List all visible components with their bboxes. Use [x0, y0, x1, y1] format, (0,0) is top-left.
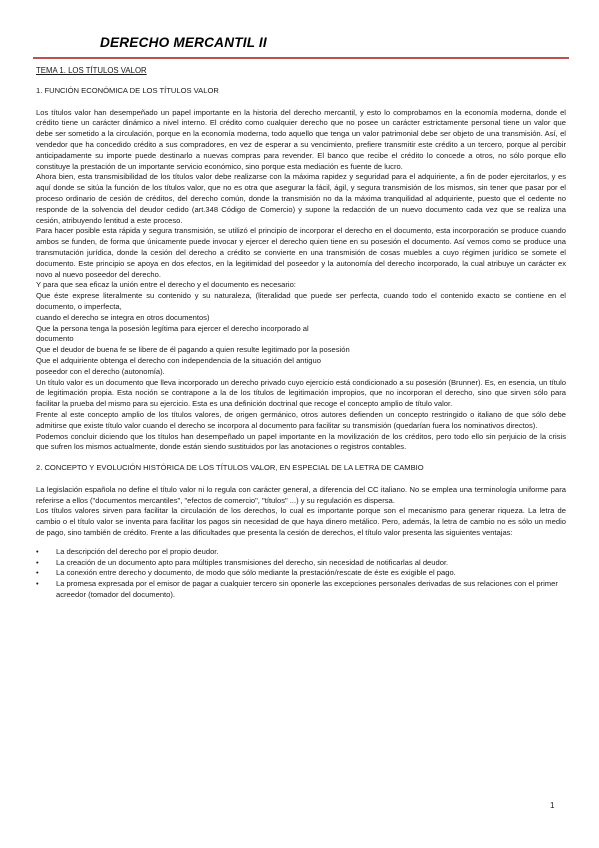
header-title: DERECHO MERCANTIL II — [100, 35, 267, 50]
bullet-icon: • — [36, 546, 39, 556]
section-heading-1: 1. FUNCIÓN ECONÓMICA DE LOS TÍTULOS VALOR — [36, 85, 219, 95]
paragraph: Ahora bien, esta transmisibilidad de los títulos valor debe realizarse con la máxima rapidez y seguridad para el adquiriente, a fin de poder ejercitarlos, y es aquí donde se sitúa la función de los títulos valor, que no es otra que asegurar la fácil, ágil, y segura transmisión de los mismos, sin tener que pasar por el proceso ordinario de cesión de créditos, del derecho común, donde la transmisión no da la máxima tranquilidad al adquiriente, puesto que el cedente no responde de la solvencia del deudor cedido (art.348 Código de Comercio) y supone la redacción de un nuevo documento cada vez que se realiza una cesión, atribuyendo lentitud a este proceso. — [36, 172, 566, 225]
paragraph: Que el deudor de buena fe se libere de él pagando a quien resulte legitimado por la posesión — [36, 345, 350, 355]
paragraph: documento — [36, 334, 74, 344]
paragraph: Que éste exprese literalmente su contenido y su naturaleza, (literalidad que puede ser perfecta, cuando todo el contenido exacto se contiene en el documento, o imperfecta, — [36, 291, 566, 311]
bullet-icon: • — [36, 568, 39, 578]
paragraph: Que la persona tenga la posesión legítima para ejercer el derecho incorporado al — [36, 323, 309, 333]
paragraph: Para hacer posible esta rápida y segura transmisión, se utilizó el principio de incorporar el derecho en el documento, esta incorporación se produce cuando ambos se funden, de forma que únicamente puede invocar y ejercer el derecho quien tiene en su posesión el documento. Así vemos como se produce una transmutación jurídica, donde la cesión del derecho a crédito se convierte en una transmisión de cosas muebles a cuyo régimen jurídico se somete el documento. Este principio se apoya en dos efectos, en la legitimidad del poseedor y la autonomía del derecho incorporado, la cual atribuye un carácter ex novo al nuevo poseedor del derecho. — [36, 226, 566, 279]
paragraph: La legislación española no define el título valor ni lo regula con carácter general, a diferencia del CC italiano. No se emplea una terminología uniforme para referirse a ellos ("documentos mercantiles", "efectos de comercio", "títulos" ...) y su regulación es dispersa. — [36, 484, 566, 505]
paragraph: cuando el derecho se integra en otros documentos) — [36, 312, 210, 322]
header-rule — [33, 57, 569, 59]
document-body — [36, 66, 566, 601]
list-item: • La conexión entre derecho y documento, de modo que sólo mediante la prestación/rescate de éste es exigible el pago. — [36, 568, 456, 578]
page-header — [33, 0, 569, 60]
topic-title: TEMA 1. LOS TÍTULOS VALOR — [36, 66, 147, 75]
paragraph: Los títulos valores sirven para facilitar la circulación de los derechos, lo cual es importante porque son el mecanismo para generar riqueza. La letra de cambio o el título valor se inventa para facilitar los pagos sin necesidad de que haya dinero metálico. Pero, además, la letra de cambio no es sólo un medio de pago, sino también de crédito. Frente a las dificultades que presenta la cesión de derechos, el título valor presenta las siguientes ventajas: — [36, 506, 566, 538]
advantages-list — [36, 547, 566, 601]
paragraph: Un título valor es un documento que lleva incorporado un derecho privado cuyo ejercicio está condicionado a su posesión (Brunner). Es, en esencia, un título de legitimación propia. Esta noción se contrapone a la de los títulos de legitimación impropios, que no incorporan el derecho, sino que sirven sólo para facilitar la prueba del mismo para su ejercicio. Esta es una definición doctrinal que recoge el concepto amplio de título valor. — [36, 377, 566, 409]
bullet-icon: • — [36, 579, 39, 589]
paragraph: Que el adquiriente obtenga el derecho con independencia de la situación del antiguo — [36, 355, 321, 365]
page-number: 1 — [550, 801, 555, 810]
list-item: • La descripción del derecho por el propio deudor. — [36, 546, 219, 556]
list-item: • La creación de un documento apto para múltiples transmisiones del derecho, sin necesidad de notificarlas al deudor. — [36, 557, 449, 567]
section-heading-2: 2. CONCEPTO Y EVOLUCIÓN HISTÓRICA DE LOS TÍTULOS VALOR, EN ESPECIAL DE LA LETRA DE CAMBIO — [36, 463, 424, 473]
list-item: • La promesa expresada por el emisor de pagar a cualquier tercero sin oponerle las excepciones personales derivadas de sus relaciones con el primer acreedor (tomador del documento). — [36, 579, 558, 600]
paragraph: Podemos concluir diciendo que los títulos han desempeñado un papel importante en la movilización de los créditos, pero todo ello sin perjuicio de la crisis que sufren los mismos actualmente, donde están siendo sustituidos por las anotaciones o registros contables. — [36, 431, 566, 452]
bullet-icon: • — [36, 557, 39, 567]
paragraph: Los títulos valor han desempeñado un papel importante en la historia del derecho mercantil, y esto lo comprobamos en la economía moderna, donde el crédito tiene un carácter dinámico a nivel interno. El crédito como cualquier derecho que no posee un carácter estrictamente personal tiene un valor que debe ser sometido a la circulación, porque en la economía moderna, todo aquello que tenga un valor patrimonial debe ser objeto de una transmisión. Así, el vendedor que ha concedido crédito a sus compradores, en vez de esperar a su vencimiento, prefiere transmitir este crédito a un tercero, porque al percibir anticipadamente su importe puede destinarlo a nuevas compras para revender. El banco que recibe el crédito lo concede a otros, no sólo porque ello constituye la prestación de un importante servicio económico, sino porque esta mediación es fuente de lucro. — [36, 107, 566, 171]
paragraph: Y para que sea eficaz la unión entre el derecho y el documento es necesario: — [36, 280, 296, 290]
paragraph: Frente al este concepto amplio de los títulos valores, de origen germánico, otros autores defienden un concepto restringido o italiano de que sólo debe admitirse que existe título valor cuando el derecho se incorpora al documento para facilitar su transmisión (quedarían fuera los nominativos directos). — [36, 409, 566, 430]
paragraph: poseedor con el derecho (autonomía). — [36, 366, 165, 376]
